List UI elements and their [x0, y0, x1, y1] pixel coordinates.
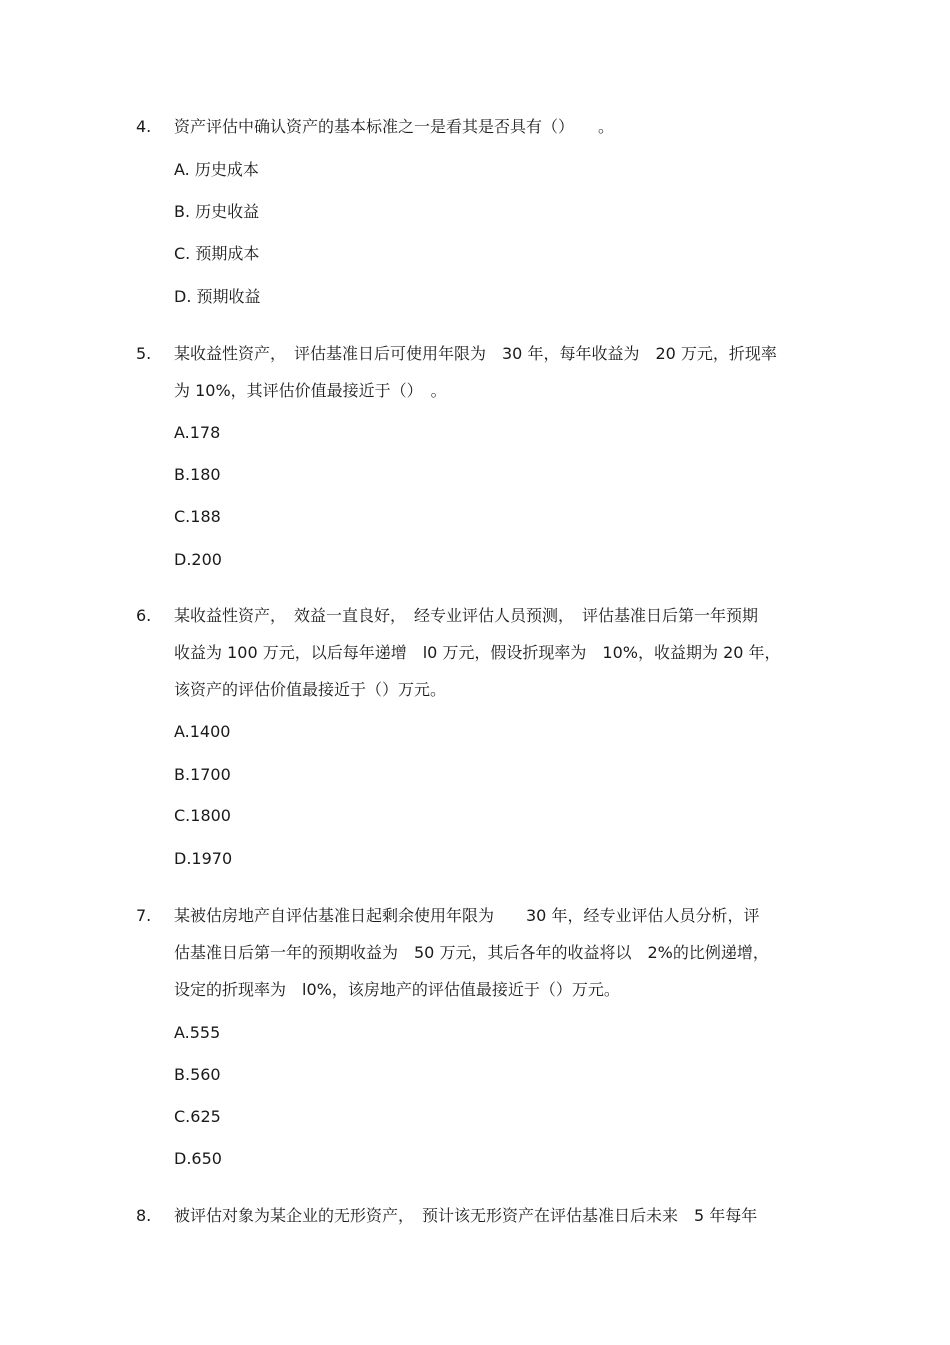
- option-d: D.200: [174, 550, 222, 569]
- option-b: B.560: [174, 1065, 221, 1084]
- question-text: [174, 1197, 838, 1234]
- option-a: A.555: [174, 1023, 221, 1042]
- question-line: 设定的折现率为 l0%，该房地产的评估值最接近于（）万元。: [174, 980, 620, 999]
- question-text: [174, 108, 838, 145]
- option-b: B. 历史收益: [174, 202, 260, 221]
- question-line: 估基准日后第一年的预期收益为 50 万元，其后各年的收益将以 2%的比例递增，: [174, 943, 769, 962]
- question-text: [174, 897, 838, 1008]
- option-a: A.178: [174, 423, 221, 442]
- option-d: D.1970: [174, 849, 233, 868]
- question-line: 为 10%，其评估价值最接近于（） 。: [174, 381, 447, 400]
- question-line: 收益为 100 万元，以后每年递增 l0 万元，假设折现率为 10%，收益期为 20 年，: [174, 643, 781, 662]
- option-c: C.625: [174, 1107, 221, 1126]
- option-b: B.1700: [174, 765, 231, 784]
- question-number: 8.: [136, 1206, 152, 1225]
- question-number: 5.: [136, 344, 152, 363]
- option-d: D.650: [174, 1149, 222, 1168]
- option-c: C.188: [174, 507, 221, 526]
- option-a: A. 历史成本: [174, 160, 259, 179]
- question-number: 7.: [136, 906, 152, 925]
- question-line: 某收益性资产， 评估基准日后可使用年限为 30 年，每年收益为 20 万元，折现率: [174, 344, 777, 363]
- question-line: 资产评估中确认资产的基本标准之一是看其是否具有（） 。: [174, 117, 615, 136]
- option-c: C.1800: [174, 806, 231, 825]
- question-number: 4.: [136, 117, 152, 136]
- option-d: D. 预期收益: [174, 287, 261, 306]
- question-text: [174, 335, 838, 409]
- question-line: 被评估对象为某企业的无形资产， 预计该无形资产在评估基准日后未来 5 年每年: [174, 1206, 758, 1225]
- question-number: 6.: [136, 606, 152, 625]
- option-b: B.180: [174, 465, 221, 484]
- option-c: C. 预期成本: [174, 244, 260, 263]
- question-line: 某被估房地产自评估基准日起剩余使用年限为 30 年，经专业评估人员分析，评: [174, 906, 760, 925]
- question-line: 某收益性资产， 效益一直良好， 经专业评估人员预测， 评估基准日后第一年预期: [174, 606, 759, 625]
- question-line: 该资产的评估价值最接近于（）万元。: [174, 680, 447, 699]
- question-text: [174, 597, 838, 708]
- option-a: A.1400: [174, 722, 231, 741]
